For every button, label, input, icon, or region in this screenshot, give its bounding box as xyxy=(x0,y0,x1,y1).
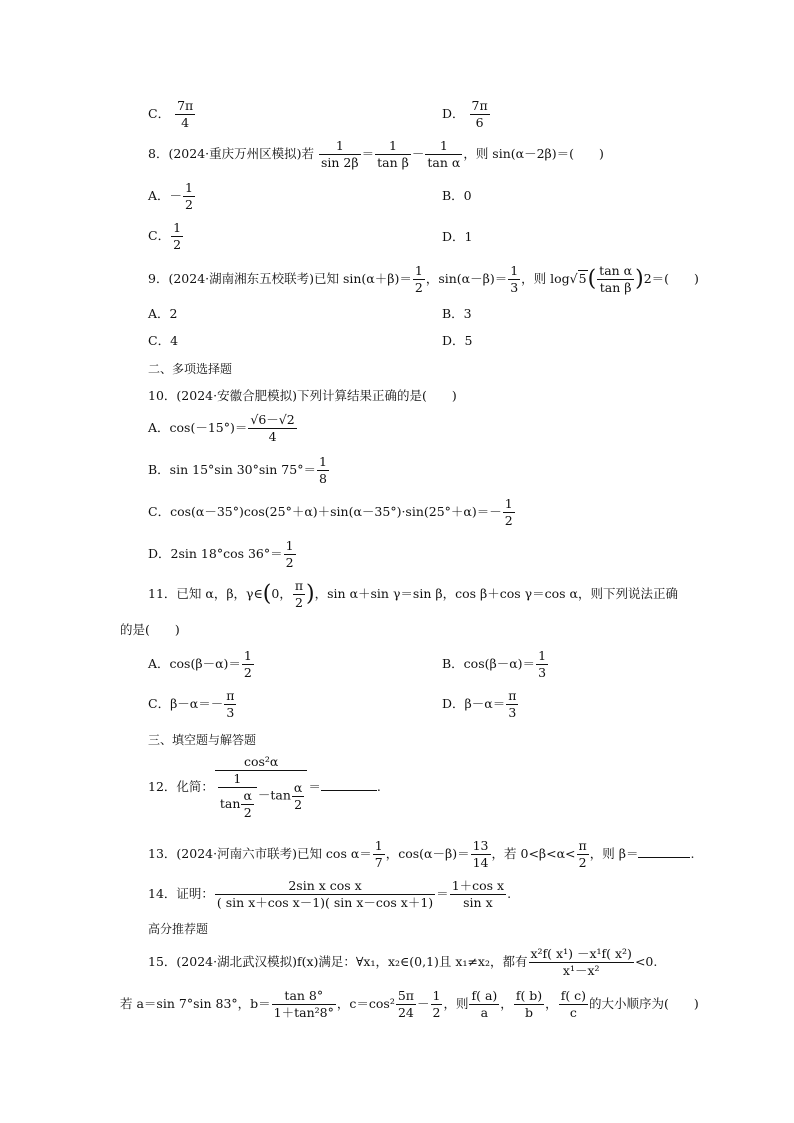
q9-option-c: C．4 xyxy=(148,333,179,348)
q11-stem xyxy=(148,578,678,611)
fraction xyxy=(506,688,518,721)
q11-stem-line2: 的是( ) xyxy=(120,622,180,637)
log-text: ，则 log xyxy=(521,271,570,286)
fraction xyxy=(224,688,236,721)
denominator xyxy=(218,787,257,821)
fraction xyxy=(248,412,296,445)
numerator: 1 xyxy=(243,648,252,663)
question-tail: 2＝( ) xyxy=(643,271,699,286)
q9-option-b: B．3 xyxy=(442,306,472,321)
numerator: 1 xyxy=(233,771,242,786)
section-heading: 二、多项选择题 xyxy=(148,362,233,376)
fraction xyxy=(559,988,588,1021)
fraction xyxy=(413,263,425,296)
numerator: 1 xyxy=(439,138,448,153)
denominator: 3 xyxy=(506,704,518,721)
numerator: 1 xyxy=(285,538,294,553)
numerator: tan 8° xyxy=(284,988,324,1003)
denominator: 4 xyxy=(248,428,296,445)
option-text: A．cos(－15°)＝ xyxy=(148,420,248,435)
question-number: 9． xyxy=(148,271,169,286)
numerator: 1 xyxy=(538,648,547,663)
option-label: D． xyxy=(442,106,465,121)
denominator: sin 2β xyxy=(320,155,359,170)
denominator: tan β xyxy=(377,155,409,170)
numerator: π xyxy=(294,578,304,593)
numerator: π xyxy=(226,688,235,703)
radicand: 5 xyxy=(578,271,587,286)
fraction xyxy=(469,988,499,1021)
fraction xyxy=(175,98,195,131)
question-source: (2024·重庆万州区模拟)若 xyxy=(168,146,314,161)
fraction xyxy=(242,648,254,681)
fraction xyxy=(425,138,462,171)
denominator: 2 xyxy=(293,594,305,611)
compound-fraction xyxy=(215,754,307,821)
denominator: 2 xyxy=(577,854,589,871)
fraction xyxy=(431,988,443,1021)
denominator: 8 xyxy=(318,471,327,486)
question-text: ，cos(α－β)＝ xyxy=(385,846,470,861)
minus: － xyxy=(417,996,430,1011)
paren-right: ) xyxy=(635,266,644,292)
minus-tan: －tan xyxy=(257,787,291,803)
fraction xyxy=(183,180,195,213)
period: . xyxy=(376,779,381,794)
option-text: B．cos(β－α)＝ xyxy=(442,656,536,671)
q8-option-c xyxy=(148,220,184,253)
q8-option-b: B．0 xyxy=(442,188,472,203)
denominator: 2 xyxy=(241,804,253,821)
denominator: 2 xyxy=(432,1005,441,1020)
denominator xyxy=(215,770,307,821)
tan-text: tan xyxy=(219,796,241,811)
fraction xyxy=(293,578,305,611)
denominator: 24 xyxy=(396,1004,416,1021)
denominator: 2 xyxy=(414,280,423,295)
q11-option-d xyxy=(442,688,519,721)
q9-option-a: A．2 xyxy=(148,306,178,321)
denominator: 2 xyxy=(504,513,513,528)
q10-option-a xyxy=(148,412,298,445)
fraction xyxy=(577,838,589,871)
numerator: cos²α xyxy=(243,754,279,769)
section-heading: 三、填空题与解答题 xyxy=(148,733,257,747)
question-text: ，则 xyxy=(443,996,469,1011)
paren-right: ) xyxy=(306,581,315,607)
fraction xyxy=(503,496,515,529)
numerator: 7π xyxy=(471,98,488,113)
question-tail: 的大小顺序为( ) xyxy=(589,996,699,1011)
question-text: ，sin(α－β)＝ xyxy=(425,271,508,286)
equals: ＝ xyxy=(436,886,449,901)
comma: ， xyxy=(500,996,513,1011)
fraction xyxy=(514,988,544,1021)
q7-option-d xyxy=(442,98,491,131)
denominator: b xyxy=(514,1004,544,1021)
question-text: 若 a＝sin 7°sin 83°，b＝ xyxy=(120,996,271,1011)
q8-option-a xyxy=(148,180,196,213)
numerator: 1 xyxy=(173,220,182,235)
numerator: f( a) xyxy=(471,988,498,1003)
numerator: 1 xyxy=(504,496,513,511)
equals: ＝ xyxy=(308,779,321,794)
denominator: 2 xyxy=(185,197,193,212)
q7-option-c xyxy=(148,98,196,131)
paren-left: ( xyxy=(587,266,597,292)
q10-stem: 10．(2024·安徽合肥模拟)下列计算结果正确的是( ) xyxy=(148,388,457,403)
numerator: 1 xyxy=(414,263,423,278)
denominator: tan α xyxy=(427,155,461,170)
q8-option-d: D．1 xyxy=(442,229,473,244)
fraction xyxy=(317,454,329,487)
answer-blank[interactable] xyxy=(638,857,690,858)
numerator: 1 xyxy=(510,263,519,278)
question-text: ，c＝cos² xyxy=(336,996,395,1011)
answer-blank[interactable] xyxy=(321,790,377,791)
fraction xyxy=(597,263,634,296)
question-tail: ，则 sin(α－2β)＝( ) xyxy=(463,146,604,161)
period: . xyxy=(507,886,512,901)
denominator: sin x xyxy=(450,894,506,911)
denominator: 7 xyxy=(374,855,383,870)
denominator: 2 xyxy=(285,555,294,570)
numerator: 1 xyxy=(335,138,344,153)
numerator: x²f( x¹) －x¹f( x²) xyxy=(530,946,632,961)
fraction xyxy=(218,771,257,821)
fraction xyxy=(215,878,435,911)
fraction xyxy=(470,98,490,131)
denominator: 3 xyxy=(224,704,236,721)
question-tail: ，则 β＝ xyxy=(589,846,639,861)
q11-option-c xyxy=(148,688,237,721)
question-text: 11．已知 α，β，γ∈ xyxy=(148,586,263,601)
numerator: 1 xyxy=(318,454,327,469)
numerator: √6－√2 xyxy=(250,412,295,427)
question-number: 8． xyxy=(148,146,169,161)
q11-option-b xyxy=(442,648,549,681)
denominator: 1＋tan²8° xyxy=(273,1005,334,1020)
denominator: 4 xyxy=(175,114,195,131)
q11-option-a xyxy=(148,648,255,681)
fraction xyxy=(319,138,361,171)
interval-start: 0， xyxy=(271,586,292,601)
fraction xyxy=(375,138,411,171)
option-text: C．β－α＝－ xyxy=(148,696,224,711)
numerator: 13 xyxy=(472,838,489,853)
section-heading: 高分推荐题 xyxy=(148,922,209,936)
minus: － xyxy=(411,146,425,161)
fraction xyxy=(529,946,634,979)
question-tail: ，sin α＋sin γ＝sin β，cos β＋cos γ＝cos α，则下列说法正确 xyxy=(314,586,678,601)
q10-option-b xyxy=(148,454,330,487)
question-text: 12．化简： xyxy=(148,779,214,794)
numerator: 1 xyxy=(185,180,193,195)
numerator: 1＋cos x xyxy=(451,878,505,893)
fraction xyxy=(241,788,253,821)
numerator: 7π xyxy=(177,98,194,113)
denominator: 2 xyxy=(173,237,182,252)
fraction xyxy=(450,878,506,911)
sqrt-symbol: √ xyxy=(569,271,578,286)
numerator: tan α xyxy=(599,263,633,278)
inequality: <0. xyxy=(634,954,658,969)
option-text: D．β－α＝ xyxy=(442,696,506,711)
question-text: 14．证明： xyxy=(148,886,214,901)
denominator: 3 xyxy=(538,665,547,680)
q9-stem xyxy=(148,263,699,296)
minus: － xyxy=(169,188,183,203)
question-text: 13．(2024·河南六市联考)已知 cos α＝ xyxy=(148,846,372,861)
equals: ＝ xyxy=(361,146,375,161)
question-source: (2024·湖南湘东五校联考)已知 sin(α＋β)＝ xyxy=(168,271,412,286)
comma: ， xyxy=(545,996,558,1011)
q10-option-c xyxy=(148,496,516,529)
fraction xyxy=(508,263,520,296)
numerator: 1 xyxy=(389,138,397,153)
numerator: 5π xyxy=(397,988,414,1003)
numerator: 2sin x cos x xyxy=(288,878,362,893)
option-label: C． xyxy=(148,106,171,121)
q13-stem xyxy=(148,838,694,871)
q10-option-d xyxy=(148,538,297,571)
q12-stem xyxy=(148,754,381,821)
option-label: C． xyxy=(148,228,171,243)
fraction xyxy=(284,538,296,571)
question-text: 15．(2024·湖北武汉模拟)f(x)满足：∀x₁，x₂∈(0,1)且 x₁≠x₂，都有 xyxy=(148,954,528,969)
fraction xyxy=(171,220,183,253)
fraction xyxy=(396,988,416,1021)
paren-left: ( xyxy=(262,581,272,607)
denominator: tan β xyxy=(597,279,634,296)
numerator: α xyxy=(293,779,303,795)
numerator: 1 xyxy=(432,988,441,1003)
option-text: C．cos(α－35°)cos(25°＋α)＋sin(α－35°)·sin(25°＋α)＝－ xyxy=(148,504,502,519)
numerator: 1 xyxy=(374,838,383,853)
numerator: π xyxy=(578,838,587,853)
denominator: a xyxy=(469,1004,499,1021)
period: . xyxy=(690,846,695,861)
q15-stem xyxy=(148,946,657,979)
denominator: 2 xyxy=(292,796,304,813)
q9-option-d: D．5 xyxy=(442,333,473,348)
fraction xyxy=(536,648,548,681)
fraction xyxy=(373,838,385,871)
fraction xyxy=(272,988,336,1021)
numerator: f( b) xyxy=(515,988,543,1003)
question-text: ，若 0<β<α< xyxy=(491,846,576,861)
denominator: c xyxy=(559,1004,588,1021)
q14-stem xyxy=(148,878,511,911)
denominator: x¹－x² xyxy=(529,962,634,979)
option-label: A． xyxy=(148,188,170,203)
q8-stem xyxy=(148,138,604,171)
denominator: ( sin x＋cos x－1)( sin x－cos x＋1) xyxy=(216,895,434,910)
option-text: A．cos(β－α)＝ xyxy=(148,656,241,671)
numerator: π xyxy=(508,688,517,703)
numerator: α xyxy=(243,788,252,803)
denominator: 2 xyxy=(243,665,252,680)
denominator: 6 xyxy=(470,114,490,131)
denominator: 3 xyxy=(510,280,519,295)
option-text: D．2sin 18°cos 36°＝ xyxy=(148,546,283,561)
q15-stem-line2 xyxy=(120,988,699,1021)
numerator: f( c) xyxy=(560,988,587,1003)
option-text: B．sin 15°sin 30°sin 75°＝ xyxy=(148,462,316,477)
denominator: 14 xyxy=(472,855,489,870)
fraction xyxy=(292,780,304,813)
fraction xyxy=(471,838,491,871)
